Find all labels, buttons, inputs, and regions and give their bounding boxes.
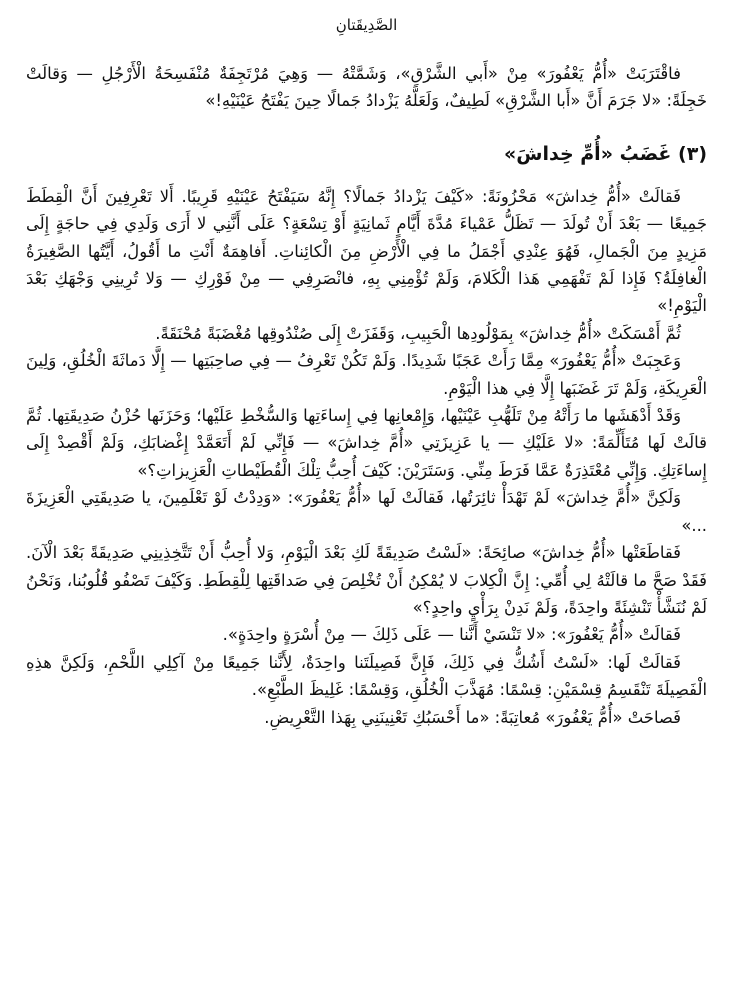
paragraph: فَقاطَعَتْها «أُمُّ خِداشَ» صائِحَةً: «لَسْتُ صَدِيقَةً لَكِ بَعْدَ الْيَوْمِ، وَلا أُحِبُّ أَنْ تَتَّخِذِينِي صَدِيقَةً بَعْدَ الْآنَ. فَقَدْ صَحَّ ما قالَتْهُ لِي أُمِّي: إِنَّ الْكِلابَ لا يُمْكِنُ أَنْ تُخْلِصَ فِي صَداقَتِها لِلْقِطَطِ. وَكَيْفَ تَصْفُو قُلُوبُنا، وَنَحْنُ لَمْ نُنَشَّأْ تَنْشِئَةً واحِدَةً، وَلَمْ نَدِنْ بِرَأْيٍ واحِدٍ؟» [26,543,707,617]
section-spacer [26,115,707,139]
section-title: (٣) غَضَبُ «أُمِّ خِداشَ» [503,142,707,165]
paragraph: وَقَدْ أَدْهَشَها ما رَأَتْهُ مِنْ تَلَهُّبِ عَيْنَيْها، وَإِمْعانِها فِي إِساءَتِها وَالسُّخْطِ عَلَيْها؛ وَحَزَنَها حُزْنُ صَدِيقَتِها. ثُمَّ قالَتْ لَها مُتَأَلِّمَةً: «لا عَلَيْكِ — يا عَزِيزَتِي «أُمَّ خِداشَ» — فَإِنِّي لَمْ أَتَعَمَّدْ إِغْضابَكِ، وَلَمْ أَقْصِدْ إِلَى إِساءَتِكِ. وَإِنِّي مُعْتَذِرَةٌ عَمَّا فَرَطَ مِنِّي. وَسَتَرَيْنَ: كَيْفَ أُحِبُّ تِلْكَ الْقُطَيْطاتِ الْعَزِيزاتِ؟» [26,406,707,480]
paragraph: فَقالَتْ لَها: «لَسْتُ أَشُكُّ فِي ذَلِكَ، فَإِنَّ فَصِيلَتَنا واحِدَةٌ، لِأَنَّنا جَمِيعًا مِنْ آكِلِي اللَّحْمِ، وَلَكِنَّ هذِهِ الْفَصِيلَةَ تَنْقَسِمُ قِسْمَيْنِ: قِسْمًا: مُهَذَّبَ الْخُلُقِ، وَقِسْمًا: غَلِيظَ الطَّبْعِ». [26,652,707,700]
paragraph: ثُمَّ أَمْسَكَتْ «أُمُّ خِداشَ» بِمَوْلُودِها الْحَبِيبِ، وَقَفَزَتْ إِلَى صُنْدُوقِها مُغْضَبَةً مُحْنَقَةً. [155,323,681,343]
running-head: الصَّدِيقَتانِ [335,16,398,34]
paragraph: فَصاحَتْ «أُمُّ يَعْفُورَ» مُعاتِبَةً: «ما أَحْسَبُكِ تَعْنِينَنِي بِهَذا التَّعْرِيضِ. [264,707,681,727]
paragraph: فَقالَتْ «أُمُّ خِداشَ» مَحْزُونَةً: «كَيْفَ يَزْدادُ جَمالًا؟ إِنَّهُ سَيَفْتَحُ عَيْنَيْهِ قَرِيبًا. أَلا تَعْرِفِينَ أَنَّ الْقِطَطَ جَمِيعًا — بَعْدَ أَنْ تُولَدَ — تَظَلُّ عَمْياءَ مُدَّةَ أَيَّامٍ ثَمانِيَةٍ أَوْ تِسْعَةٍ؟ عَلَى أَنَّنِي لا أَرَى وَلَدِي فِي حاجَةٍ إِلَى مَزِيدٍ مِنَ الْجَمالِ، فَهُوَ عِنْدِي أَجْمَلُ ما فِي الْأَرْضِ مِنَ الْكائِناتِ. أَفاهِمَةٌ أَنْتِ ما أَقُولُ، أَيَّتُها الصَّغِيرَةُ الْغافِلَةُ؟ فَإِذا لَمْ تَفْهَمِي هَذا الْكَلامَ، وَلَمْ تُؤْمِنِي بِهِ، فانْصَرِفِي — مِنْ فَوْرِكِ — وَلا تُرِينِي وَجْهَكِ بَعْدَ الْيَوْمِ!» [26,186,707,316]
intro-paragraph: فاقْتَرَبَتْ «أُمُّ يَعْفُورَ» مِنْ «أَبي الشَّرْقِ»، وَشَمَّتْهُ — وَهِيَ مُرْتَجِفَةٌ مُنْفَسِحَةُ الْأَرْجُلِ — وَقالَتْ خَجِلَةً: «لا جَرَمَ أَنَّ «أَبا الشَّرْقِ» لَطِيفٌ، وَلَعَلَّهُ يَزْدادُ جَمالًا حِينَ يَفْتَحُ عَيْنَيْهِ!» [26,64,707,111]
paragraph: وَلَكِنَّ «أُمَّ خِداشَ» لَمْ تَهْدَأْ ثائِرَتُها، فَقالَتْ لَها «أُمُّ يَعْفُورَ»: «وَدِدْتُ لَوْ تَعْلَمِينَ، يا صَدِيقَتِي الْعَزِيزَةَ ...» [26,488,707,535]
paragraph: فَقالَتْ «أُمُّ يَعْفُورَ»: «لا تَنْسَيْ أَنَّنا — عَلَى ذَلِكَ — مِنْ أُسْرَةٍ واحِدَةٍ». [222,625,681,645]
paragraph: وَعَجِبَتْ «أُمُّ يَعْفُورَ» مِمَّا رَأَتْ عَجَبًا شَدِيدًا. وَلَمْ تَكُنْ تَعْرِفُ — فِي صاحِبَتِها — إِلَّا دَماثَةَ الْخُلُقِ، وَلِينَ الْعَرِيكَةِ، وَلَمْ تَرَ غَضَبَها إِلَّا فِي هذا الْيَوْمِ. [26,351,707,398]
